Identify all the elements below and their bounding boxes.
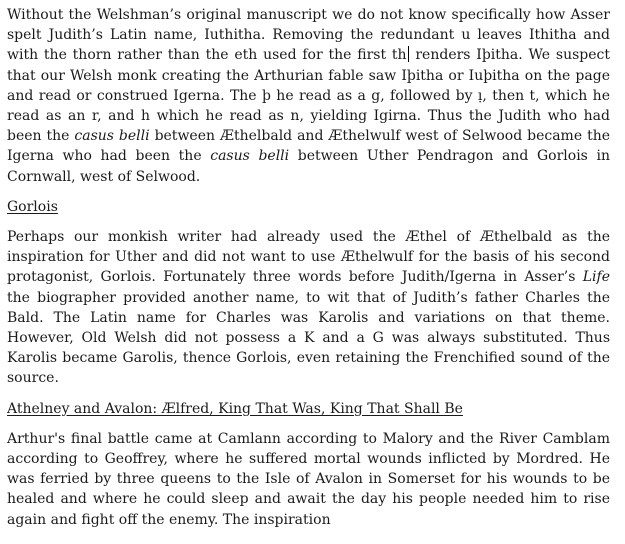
document-body	[7, 5, 610, 530]
section-heading-athelney-avalon: Athelney and Avalon: Ælfred, King That Was, King That Shall Be	[7, 400, 463, 417]
paragraph-text: between Uther Pendragon and Gorlois in Cornwall, west of Selwood.	[7, 148, 610, 185]
text-cursor	[408, 46, 409, 62]
paragraph-text: Without the Welshman’s original manuscript we do not know specifically how Asser spelt Judith’s Latin name, Iuthitha. Removing the redundant u leaves Ithitha and with the thorn rather than the eth used for the first th	[7, 7, 610, 64]
paragraph-camlann	[7, 429, 610, 530]
paragraph-text: renders Iþitha. We suspect that our Welsh monk creating the Arthurian fable saw Iþitha or Iuþitha on the page and read or construed Igerna. The þ he read as a g, followed by ı̣, then t, which he read as an r, and h which he read as n, yielding Igirna. Thus the Judith who had been the	[7, 47, 610, 145]
paragraph-text: Arthur's final battle came at Camlann according to Malory and the River Camblam according to Geoffrey, where he suffered mortal wounds inflicted by Mordred. He was ferried by three queens to the Isle of Avalon in Somerset for his wounds to be healed and where he could sleep and await the day his people needed him to rise again and fight off the enemy. The inspiration	[7, 430, 610, 528]
paragraph-text: between Æthelbald and Æthelwulf west of Selwood became the Igerna who had been the	[7, 128, 610, 165]
italic-phrase: Life	[582, 269, 610, 286]
paragraph-text: Perhaps our monkish writer had already used the Æthel of Æthelbald as the inspiration for Uther and did not want to use Æthelwulf for the basis of his second protagonist, Gorlois. Fortunately three words before Judith/Igerna in Asser’s	[7, 229, 610, 286]
italic-phrase: casus belli	[74, 128, 150, 145]
italic-phrase: casus belli	[210, 148, 290, 165]
paragraph-text: the biographer provided another name, to wit that of Judith’s father Charles the Bald. The Latin name for Charles was Karolis and variations on that theme. However, Old Welsh did not possess a K and a G was always substituted. Thus Karolis became Garolis, thence Gorlois, even retaining the Frenchified sound of the source.	[7, 289, 610, 387]
paragraph-iuthitha	[7, 5, 610, 187]
paragraph-gorlois	[7, 227, 610, 389]
section-heading-gorlois: Gorlois	[7, 198, 58, 215]
